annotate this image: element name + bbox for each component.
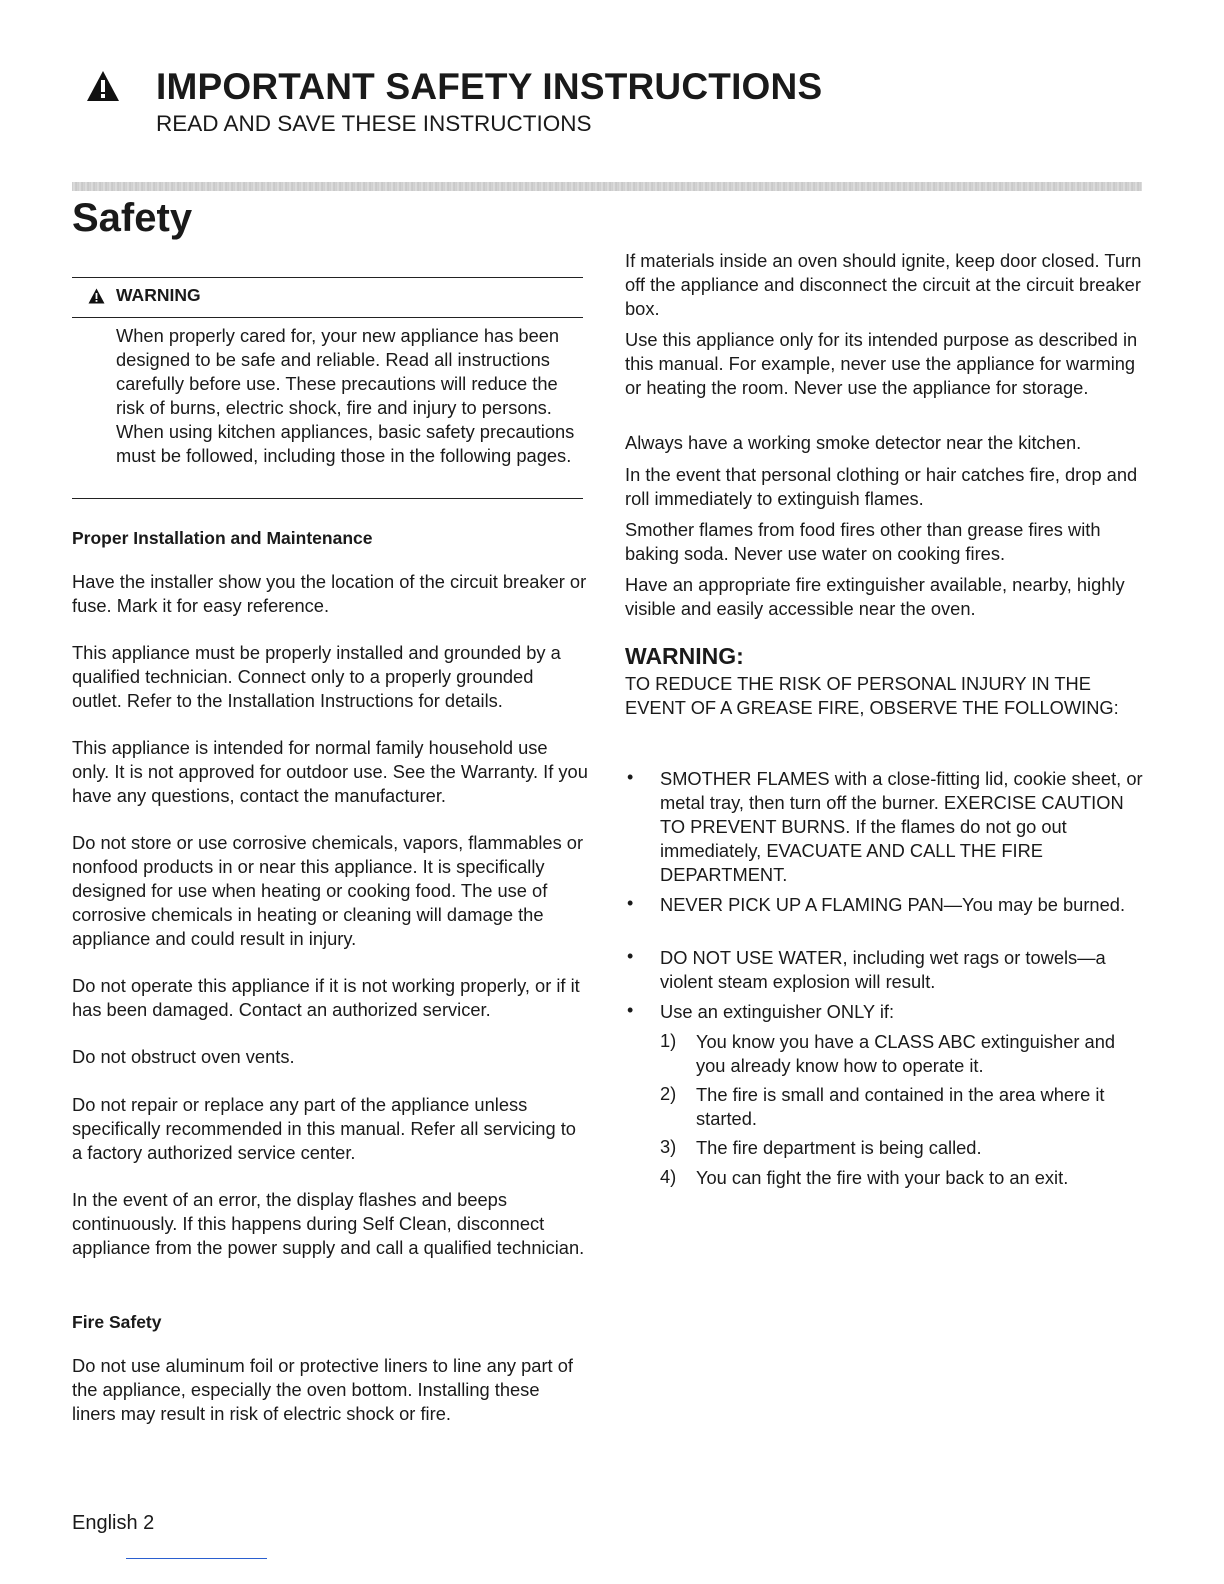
- page-title: IMPORTANT SAFETY INSTRUCTIONS: [156, 66, 823, 107]
- bullet-icon: •: [627, 1000, 634, 1020]
- warning-box-top-rule: [72, 277, 583, 278]
- numbered-item-label: 2): [660, 1083, 677, 1104]
- right-paragraph: Smother flames from food fires other than grease fires with baking soda. Never use water on cooking fires.: [625, 519, 1101, 564]
- right-paragraph: Use this appliance only for its intended purpose as described in this manual. For example, never use the appliance for warming or heating the room. Never use the appliance for storage.: [625, 329, 1138, 398]
- numbered-item-label: 3): [660, 1136, 677, 1157]
- page-number: English 2: [72, 1512, 155, 1534]
- fire-safety-heading: Fire Safety: [72, 1312, 162, 1332]
- numbered-item-label: 4): [660, 1166, 677, 1187]
- bullet-item: Use an extinguisher ONLY if:: [660, 1001, 895, 1022]
- right-paragraph: If materials inside an oven should ignite, keep door closed. Turn off the appliance and disconnect the circuit at the circuit breaker box.: [625, 250, 1142, 319]
- installation-paragraph: Do not operate this appliance if it is not working properly, or if it has been damaged. Contact an authorized servicer.: [72, 975, 580, 1020]
- right-paragraph: In the event that personal clothing or hair catches fire, drop and roll immediately to extinguish flames.: [625, 464, 1138, 509]
- installation-paragraph: This appliance must be properly installed and grounded by a qualified technician. Connect only to a properly grounded outlet. Refer to the Installation Instructions for details.: [72, 642, 561, 711]
- footer-rule: [126, 1558, 267, 1559]
- bullet-icon: •: [627, 767, 634, 787]
- warning-box-mid-rule: [72, 317, 583, 318]
- numbered-item: You can fight the fire with your back to an exit.: [696, 1167, 1069, 1188]
- header-divider: [72, 182, 1142, 191]
- warning-box-bottom-rule: [72, 498, 583, 499]
- bullet-icon: •: [627, 946, 634, 966]
- installation-paragraph: In the event of an error, the display flashes and beeps continuously. If this happens during Self Clean, disconnect appliance from the power supply and call a qualified technician.: [72, 1189, 585, 1258]
- installation-paragraph: This appliance is intended for normal family household use only. It is not approved for outdoor use. See the Warranty. If you have any questions, contact the manufacturer.: [72, 737, 588, 806]
- installation-paragraph: Do not obstruct oven vents.: [72, 1046, 295, 1067]
- warning-box-text: When properly cared for, your new appliance has been designed to be safe and reliable. Read all instructions carefully before use. These precautions will reduce the risk of burns, electric shock, fire and injury to persons. When using kitchen appliances, basic safety precautions must be followed, including those in the following pages.: [116, 325, 575, 466]
- right-paragraph: Have an appropriate fire extinguisher available, nearby, highly visible and easily accessible near the oven.: [625, 574, 1125, 619]
- warning-triangle-icon: [88, 288, 105, 304]
- numbered-item-label: 1): [660, 1030, 677, 1051]
- bullet-icon: •: [627, 893, 634, 913]
- installation-paragraph: Have the installer show you the location of the circuit breaker or fuse. Mark it for easy reference.: [72, 571, 587, 616]
- installation-paragraph: Do not store or use corrosive chemicals, vapors, flammables or nonfood products in or near this appliance. It is specifically designed for use when heating or cooking food. The use of corrosive chemicals in heating or cleaning will damage the appliance and could result in injury.: [72, 832, 584, 949]
- installation-heading: Proper Installation and Maintenance: [72, 528, 373, 548]
- page-subtitle: READ AND SAVE THESE INSTRUCTIONS: [156, 111, 592, 136]
- bullet-item: SMOTHER FLAMES with a close-fitting lid, cookie sheet, or metal tray, then turn off the burner. EXERCISE CAUTION TO PREVENT BURNS. If the flames do not go out immediately, EVACUATE AND CALL THE FIRE DEPARTMENT.: [660, 768, 1143, 885]
- section-title: Safety: [72, 196, 193, 240]
- numbered-item: You know you have a CLASS ABC extinguisher and you already know how to operate it.: [696, 1031, 1116, 1076]
- installation-paragraph: Do not repair or replace any part of the appliance unless specifically recommended in this manual. Refer all servicing to a factory authorized service center.: [72, 1094, 576, 1163]
- numbered-item: The fire department is being called.: [696, 1137, 982, 1158]
- fire-safety-paragraph: Do not use aluminum foil or protective liners to line any part of the appliance, especially the oven bottom. Installing these liners may result in risk of electric shock or fire.: [72, 1355, 573, 1424]
- bullet-item: DO NOT USE WATER, including wet rags or towels—a violent steam explosion will result.: [660, 947, 1106, 992]
- right-paragraph: Always have a working smoke detector near the kitchen.: [625, 432, 1082, 453]
- bullet-item: NEVER PICK UP A FLAMING PAN—You may be burned.: [660, 894, 1126, 915]
- warning-triangle-icon: [86, 70, 120, 102]
- grease-fire-warning-body: TO REDUCE THE RISK OF PERSONAL INJURY IN THE EVENT OF A GREASE FIRE, OBSERVE THE FOLLOWING:: [625, 673, 1119, 718]
- warning-box-label: WARNING: [116, 285, 201, 305]
- grease-fire-warning-heading: WARNING:: [625, 643, 744, 669]
- numbered-item: The fire is small and contained in the area where it started.: [696, 1084, 1105, 1129]
